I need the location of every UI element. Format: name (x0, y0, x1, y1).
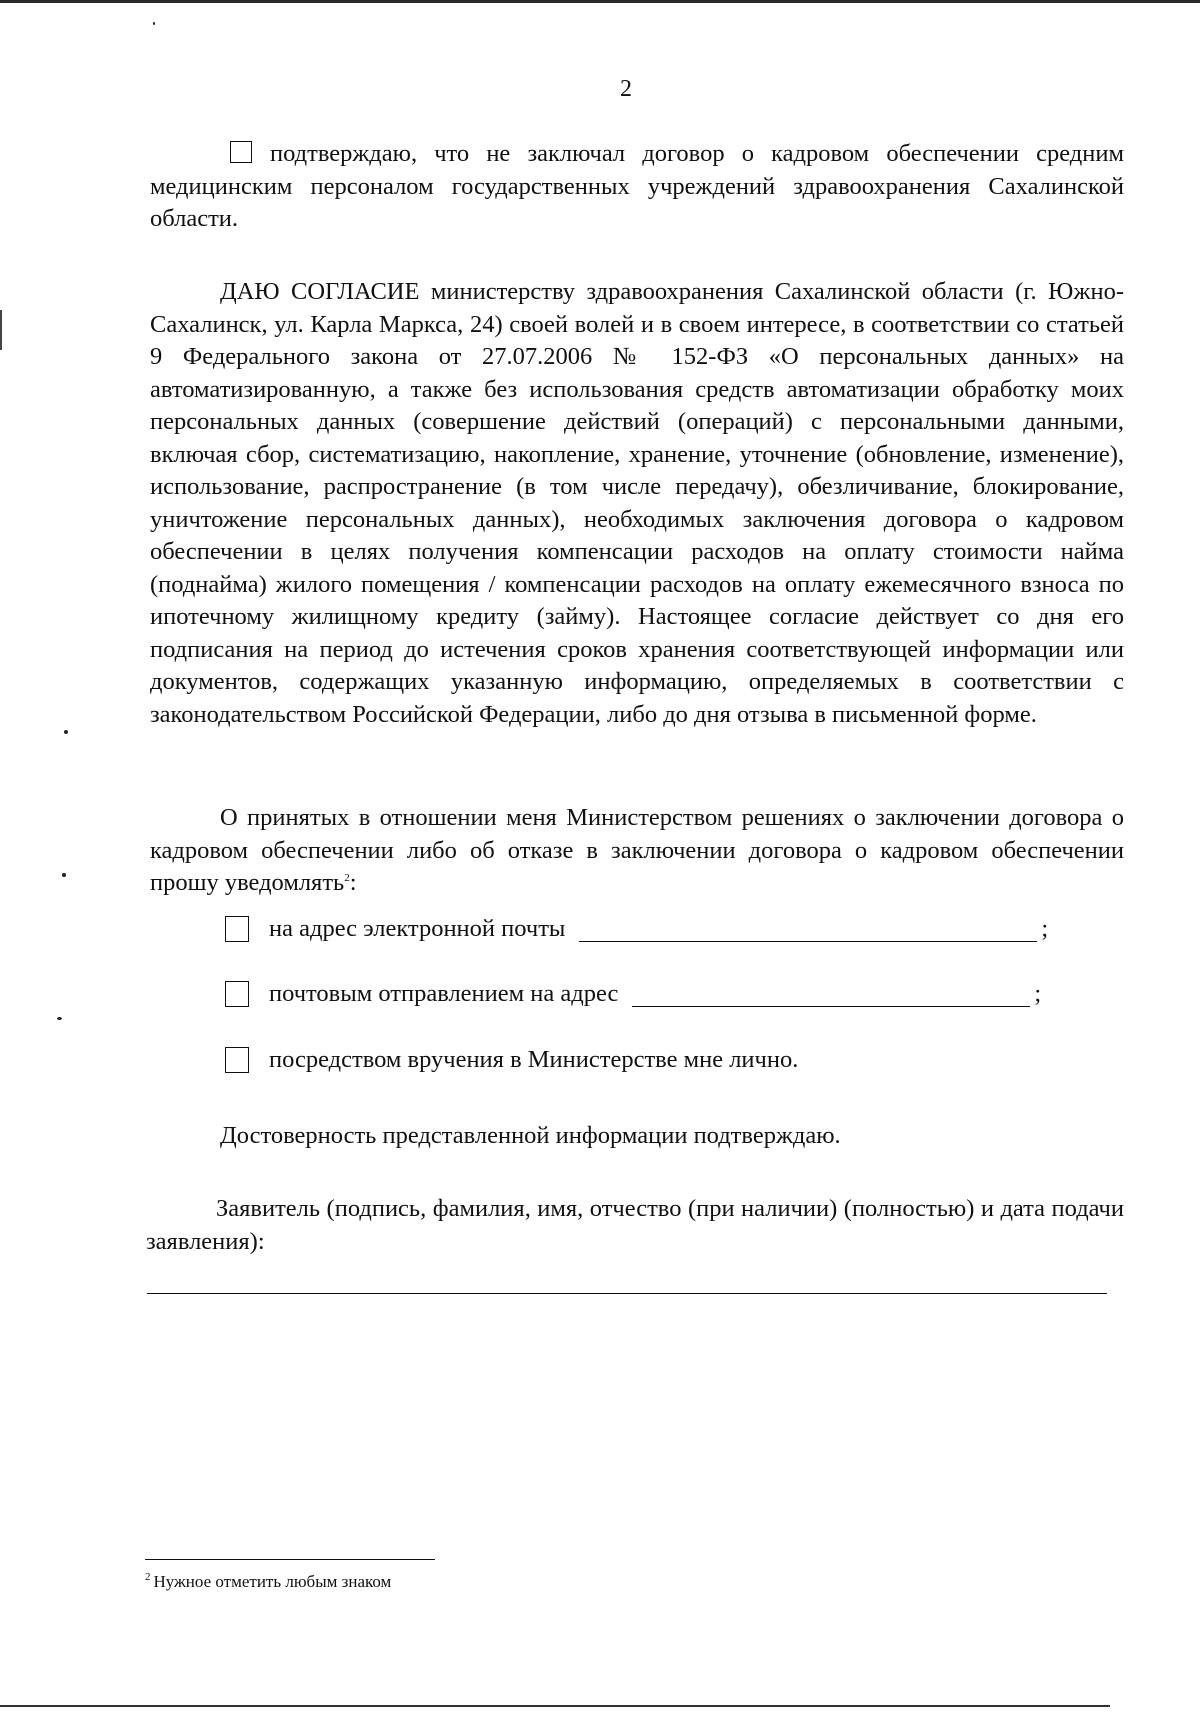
footnote-ref: 2 (344, 871, 350, 884)
scan-speck (62, 873, 66, 877)
scan-edge-left (0, 310, 2, 350)
scan-speck (153, 22, 155, 25)
option-email (225, 912, 1048, 946)
option-in-person (225, 1043, 798, 1077)
option-email-label: на адрес электронной почты (269, 915, 566, 942)
paragraph-confirm-no-contract (150, 138, 1124, 236)
footnote (145, 1571, 391, 1593)
email-input-line[interactable] (579, 917, 1037, 942)
paragraph-consent: ДАЮ СОГЛАСИЕ министерству здравоохранения Сахалинской области (г. Южно-Сахалинск, ул. Карла Маркса, 24) своей волей и в своем интересе, в соответствии со статьей 9 Федерального закона от 27.07.2006 № 152-ФЗ «О персональных данных» на автоматизированную, а также без использования средств автоматизации обработку моих персональных данных (совершение действий (операций) с персональными данными, включая сбор, систематизацию, накопление, хранение, уточнение (обновление, изменение), использование, распространение (в том числе передачу), обезличивание, блокирование, уничтожение персональных данных), необходимых заключения договора о кадровом обеспечении в целях получения компенсации расходов на оплату стоимости найма (поднайма) жилого помещения / компенсации расходов на оплату ежемесячного взноса по ипотечному жилищному кредиту (займу). Настоящее согласие действует со дня его подписания на период до истечения сроков хранения соответствующей информации или документов, содержащих указанную информацию, определяемых в соответствии с законодательством Российской Федерации, либо до дня отзыва в письменной форме. (150, 278, 1124, 728)
notify-suffix: : (349, 869, 357, 896)
checkbox-in-person[interactable] (225, 1047, 249, 1073)
checkbox-confirm-no-contract[interactable] (230, 141, 252, 163)
option-post (225, 977, 1041, 1011)
option-post-end: ; (1034, 980, 1042, 1007)
option-email-end: ; (1041, 915, 1049, 942)
option-in-person-label: посредством вручения в Министерстве мне лично. (269, 1046, 799, 1073)
signature-line[interactable] (147, 1293, 1107, 1294)
paragraph-applicant: Заявитель (подпись, фамилия, имя, отчество (при наличии) (полностью) и дата подачи заявления): (146, 1195, 1124, 1255)
paragraph-notify (150, 802, 1124, 900)
page-number: 2 (620, 76, 632, 102)
option-post-label: почтовым отправлением на адрес (269, 980, 619, 1007)
scan-speck (64, 730, 68, 734)
footnote-mark: 2 (145, 1571, 151, 1584)
scan-speck (57, 1017, 62, 1020)
notify-text: О принятых в отношении меня Министерством решениях о заключении договора о кадровом обеспечении либо об отказе в заключении договора о кадровом обеспечении прошу уведомлять (150, 804, 1124, 896)
scan-edge-top (0, 0, 1200, 3)
scan-edge-bottom (0, 1705, 1110, 1707)
postal-address-input-line[interactable] (632, 982, 1030, 1007)
checkbox-post[interactable] (225, 981, 249, 1007)
paragraph-confirm-info: Достоверность представленной информации подтверждаю. (220, 1122, 841, 1149)
footnote-separator (145, 1559, 435, 1560)
confirm-no-contract-text: подтверждаю, что не заключал договор о кадровом обеспечении средним медицинским персоналом государственных учреждений здравоохранения Сахалинской области. (150, 140, 1124, 232)
checkbox-email[interactable] (225, 916, 249, 942)
footnote-text: Нужное отметить любым знаком (153, 1572, 392, 1591)
